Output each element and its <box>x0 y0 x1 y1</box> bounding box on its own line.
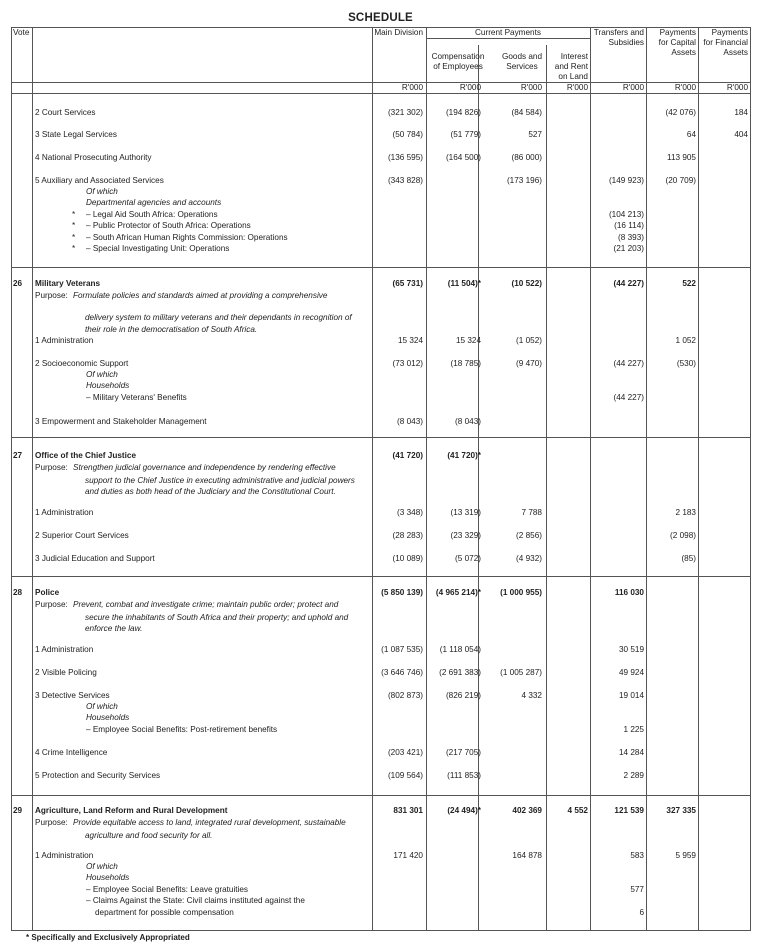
cell-goods: (86 000) <box>511 153 542 162</box>
cell-transfers: (104 213) <box>608 210 644 219</box>
header-rule <box>426 38 590 39</box>
cell-comp: (4 965 214)* <box>435 588 481 597</box>
row-label: Households <box>86 873 130 882</box>
row-label: secure the inhabitants of South Africa and their property; and uphold and <box>85 613 349 622</box>
cell-main: (10 089) <box>392 554 423 563</box>
cell-comp: (164 500) <box>445 153 481 162</box>
section-divider <box>11 437 751 438</box>
cell-transfers: 30 519 <box>618 645 644 654</box>
cell-goods: 402 369 <box>512 806 542 815</box>
cell-transfers: 121 539 <box>614 806 644 815</box>
cell-goods: (1 052) <box>516 336 542 345</box>
row-label: support to the Chief Justice in executing administrative and judicial powers <box>85 476 355 485</box>
cell-goods: (84 584) <box>511 108 542 117</box>
cell-transfers: 2 289 <box>623 771 644 780</box>
cell-main: (5 850 139) <box>381 588 423 597</box>
cell-transfers: 19 014 <box>618 691 644 700</box>
header-goods-services: Services <box>506 62 538 71</box>
cell-main: (802 873) <box>387 691 423 700</box>
cell-comp: (11 504)* <box>447 279 481 288</box>
cell-transfers: (16 114) <box>614 221 644 230</box>
row-label: 4 National Prosecuting Authority <box>35 153 152 162</box>
unit-label: R'000 <box>520 83 542 92</box>
cell-transfers: 6 <box>639 908 644 917</box>
cell-transfers: 14 284 <box>618 748 644 757</box>
cell-comp: (51 779) <box>450 130 481 139</box>
cell-main: (65 731) <box>392 279 423 288</box>
row-label: 4 Crime Intelligence <box>35 748 108 757</box>
cell-capital: (85) <box>681 554 696 563</box>
row-label: Formulate policies and standards aimed at providing a comprehensive <box>73 291 328 300</box>
row-label: Of which <box>86 370 118 379</box>
section-divider <box>11 576 751 577</box>
cell-capital: 1 052 <box>675 336 696 345</box>
cell-main: (343 828) <box>387 176 423 185</box>
row-label: and duties as both head of the Judiciary and the Constitutional Court. <box>85 487 336 496</box>
cell-main: 15 324 <box>397 336 423 345</box>
unit-label: R'000 <box>566 83 588 92</box>
cell-main: (109 564) <box>387 771 423 780</box>
cell-main: (3 348) <box>397 508 423 517</box>
vote-title: Office of the Chief Justice <box>35 451 136 460</box>
vote-number: 27 <box>13 451 23 460</box>
row-label: – Public Protector of South Africa: Operations <box>86 221 251 230</box>
cell-transfers: 577 <box>630 885 644 894</box>
cell-comp: (41 720)* <box>447 451 481 460</box>
cell-transfers: 1 225 <box>623 725 644 734</box>
cell-comp: (194 826) <box>445 108 481 117</box>
cell-comp: (2 691 383) <box>439 668 481 677</box>
cell-comp: (13 319) <box>450 508 481 517</box>
row-label: – Special Investigating Unit: Operations <box>86 244 230 253</box>
row-label: – Legal Aid South Africa: Operations <box>86 210 218 219</box>
cell-transfers: (8 393) <box>618 233 644 242</box>
cell-goods: 527 <box>528 130 542 139</box>
row-label: 1 Administration <box>35 508 94 517</box>
cell-goods: 164 878 <box>512 851 542 860</box>
cell-comp: (23 329) <box>450 531 481 540</box>
appropriation-marker: * <box>72 221 76 230</box>
purpose-label: Purpose: <box>35 818 68 827</box>
cell-main: (203 421) <box>387 748 423 757</box>
cell-transfers: (44 227) <box>613 279 644 288</box>
appropriation-marker: * <box>72 244 76 253</box>
cell-financial: 404 <box>734 130 748 139</box>
row-label: Departmental agencies and accounts <box>86 198 222 207</box>
cell-capital: (530) <box>676 359 696 368</box>
unit-label: R'000 <box>674 83 696 92</box>
cell-goods: (4 932) <box>516 554 542 563</box>
appropriation-marker: * <box>72 210 76 219</box>
cell-main: 831 301 <box>393 806 423 815</box>
cell-comp: (24 494)* <box>447 806 481 815</box>
row-label: – Claims Against the State: Civil claims instituted against the <box>86 896 305 905</box>
cell-goods: (10 522) <box>511 279 542 288</box>
row-label: department for possible compensation <box>95 908 234 917</box>
cell-capital: 5 959 <box>675 851 696 860</box>
header-financial-assets: for Financial <box>703 38 748 47</box>
cell-goods: (1 000 955) <box>500 588 542 597</box>
cell-main: (50 784) <box>392 130 423 139</box>
cell-goods: (173 196) <box>506 176 542 185</box>
vote-number: 29 <box>13 806 23 815</box>
cell-transfers: (149 923) <box>608 176 644 185</box>
cell-transfers: 49 924 <box>618 668 644 677</box>
row-label: delivery system to military veterans and their dependants in recognition of <box>85 313 352 322</box>
row-label: their role in the democratisation of South Africa. <box>85 325 258 334</box>
cell-main: (8 043) <box>397 417 423 426</box>
cell-capital: 64 <box>686 130 696 139</box>
cell-comp: (111 853) <box>447 771 481 780</box>
row-label: 1 Administration <box>35 645 94 654</box>
cell-goods: (2 856) <box>516 531 542 540</box>
section-divider <box>11 267 751 268</box>
unit-label: R'000 <box>622 83 644 92</box>
row-label: 2 Socioeconomic Support <box>35 359 129 368</box>
cell-main: (3 646 746) <box>381 668 423 677</box>
row-label: Prevent, combat and investigate crime; maintain public order; protect and <box>73 600 339 609</box>
section-divider <box>11 795 751 796</box>
row-label: – Military Veterans' Benefits <box>86 393 187 402</box>
cell-comp: (217 705) <box>445 748 481 757</box>
header-transfers: Subsidies <box>608 38 644 47</box>
header-interest: on Land <box>558 72 588 81</box>
cell-comp: (18 785) <box>450 359 481 368</box>
row-label: Of which <box>86 862 118 871</box>
unit-label: R'000 <box>459 83 481 92</box>
cell-main: (1 087 535) <box>381 645 423 654</box>
cell-comp: (8 043) <box>455 417 481 426</box>
row-label: 1 Administration <box>35 336 94 345</box>
header-financial-assets: Payments <box>711 28 748 37</box>
row-label: 2 Visible Policing <box>35 668 97 677</box>
header-goods-services: Goods and <box>501 52 543 61</box>
row-label: – South African Human Rights Commission: Operations <box>86 233 288 242</box>
row-label: 5 Auxiliary and Associated Services <box>35 176 164 185</box>
cell-goods: 4 332 <box>521 691 542 700</box>
row-label: agriculture and food security for all. <box>85 831 213 840</box>
row-label: 2 Court Services <box>35 108 96 117</box>
cell-capital: (2 098) <box>670 531 696 540</box>
unit-label: R'000 <box>401 83 423 92</box>
header-transfers: Transfers and <box>593 28 644 37</box>
vote-title: Agriculture, Land Reform and Rural Development <box>35 806 228 815</box>
cell-comp: (5 072) <box>455 554 481 563</box>
cell-transfers: (44 227) <box>613 393 644 402</box>
row-label: 3 Judicial Education and Support <box>35 554 155 563</box>
row-label: 3 Empowerment and Stakeholder Management <box>35 417 207 426</box>
row-label: Of which <box>86 187 118 196</box>
purpose-label: Purpose: <box>35 291 68 300</box>
row-label: 3 State Legal Services <box>35 130 117 139</box>
cell-goods: (1 005 287) <box>500 668 542 677</box>
cell-transfers: 583 <box>630 851 644 860</box>
row-label: Strengthen judicial governance and independence by rendering effective <box>73 463 336 472</box>
cell-comp: (826 219) <box>445 691 481 700</box>
row-label: 5 Protection and Security Services <box>35 771 161 780</box>
header-interest: Interest <box>560 52 588 61</box>
schedule-title: SCHEDULE <box>348 12 413 24</box>
header-compensation: Compensation <box>431 52 485 61</box>
header-vote: Vote <box>13 28 30 37</box>
cell-comp: 15 324 <box>455 336 481 345</box>
footnote: * Specifically and Exclusively Appropriated <box>26 933 190 942</box>
cell-main: (321 302) <box>387 108 423 117</box>
vote-number: 28 <box>13 588 23 597</box>
purpose-label: Purpose: <box>35 463 68 472</box>
header-capital-assets: for Capital <box>658 38 696 47</box>
header-compensation: of Employees <box>433 62 483 71</box>
vote-number: 26 <box>13 279 23 288</box>
cell-main: (28 283) <box>392 531 423 540</box>
header-current-payments: Current Payments <box>475 28 541 37</box>
cell-transfers: (21 203) <box>613 244 644 253</box>
cell-transfers: (44 227) <box>613 359 644 368</box>
row-label: 2 Superior Court Services <box>35 531 129 540</box>
vote-title: Military Veterans <box>35 279 101 288</box>
cell-capital: 327 335 <box>666 806 696 815</box>
row-label: Of which <box>86 702 118 711</box>
row-label: – Employee Social Benefits: Post-retirement benefits <box>86 725 278 734</box>
purpose-label: Purpose: <box>35 600 68 609</box>
header-capital-assets: Payments <box>659 28 696 37</box>
header-interest: and Rent <box>554 62 588 71</box>
header-financial-assets: Assets <box>723 48 748 57</box>
cell-capital: (42 076) <box>665 108 696 117</box>
header-main-division: Main Division <box>374 28 423 37</box>
cell-financial: 184 <box>734 108 748 117</box>
cell-comp: (1 118 054) <box>439 645 481 654</box>
cell-capital: 522 <box>682 279 696 288</box>
cell-goods: (9 470) <box>516 359 542 368</box>
cell-capital: 2 183 <box>675 508 696 517</box>
vote-title: Police <box>35 588 60 597</box>
column-divider <box>546 45 547 931</box>
cell-capital: (20 709) <box>665 176 696 185</box>
header-capital-assets: Assets <box>671 48 696 57</box>
unit-label: R'000 <box>726 83 748 92</box>
row-label: 1 Administration <box>35 851 94 860</box>
row-label: Households <box>86 713 130 722</box>
cell-goods: 7 788 <box>521 508 542 517</box>
cell-transfers: 116 030 <box>614 588 644 597</box>
cell-main: (73 012) <box>392 359 423 368</box>
appropriation-marker: * <box>72 233 76 242</box>
cell-main: 171 420 <box>393 851 423 860</box>
row-label: Provide equitable access to land, integrated rural development, sustainable <box>73 818 346 827</box>
cell-main: (136 595) <box>387 153 423 162</box>
row-label: Households <box>86 381 130 390</box>
row-label: – Employee Social Benefits: Leave gratuities <box>86 885 249 894</box>
cell-main: (41 720) <box>392 451 423 460</box>
row-label: 3 Detective Services <box>35 691 110 700</box>
row-label: enforce the law. <box>85 624 143 633</box>
cell-capital: 113 905 <box>667 153 696 162</box>
header-rule <box>11 93 751 94</box>
cell-interest: 4 552 <box>567 806 588 815</box>
